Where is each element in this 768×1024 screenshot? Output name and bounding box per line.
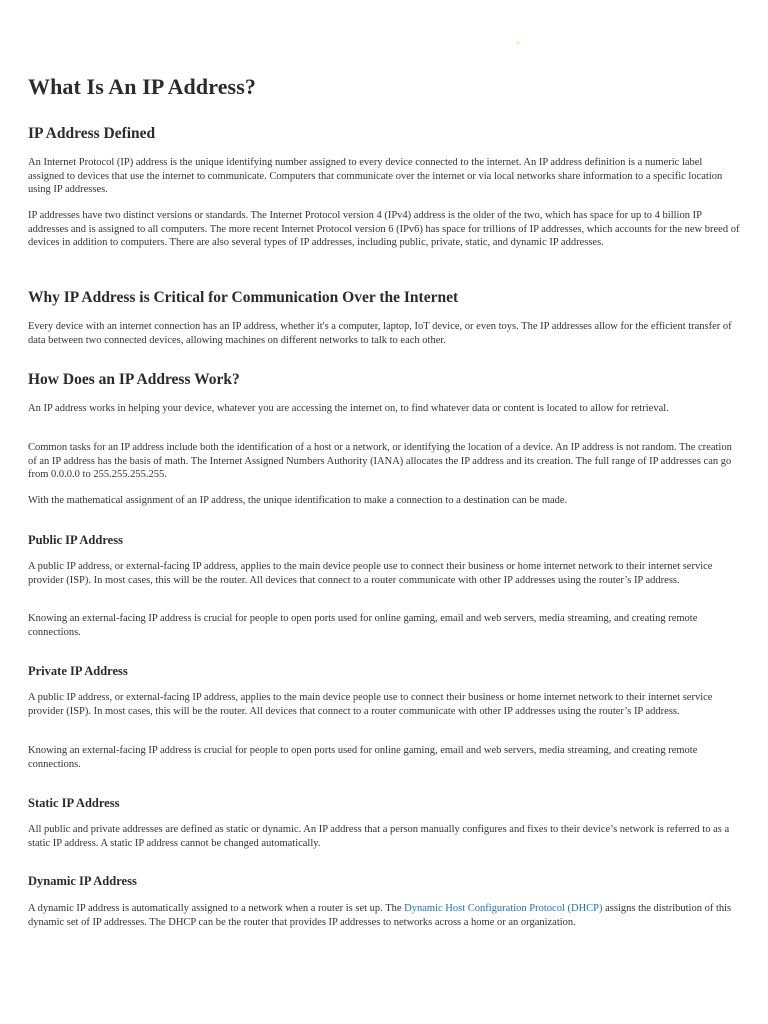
paragraph: Common tasks for an IP address include both the identification of a host or a network, or identifying the location of a device. An IP address is not random. The creation of an IP address has the basis of math. The Internet Assigned Numbers Authority (IANA) allocates the IP address and its creation. The full range of IP addresses can go from 0.0.0.0 to 255.255.255.255. bbox=[28, 442, 732, 481]
paragraph: With the mathematical assignment of an IP address, the unique identification to make a connection to a destination can be made. bbox=[28, 495, 568, 506]
heading-how-does-it-work: How Does an IP Address Work? bbox=[28, 371, 240, 388]
decorative-dot bbox=[516, 41, 520, 45]
page-title: What Is An IP Address? bbox=[28, 74, 256, 99]
text-span: assigns the distribution of this dynamic set of IP addresses. The DHCP can be the router that provides IP addresses to networks across a home or an organization. bbox=[28, 903, 732, 928]
heading-why-critical: Why IP Address is Critical for Communication Over the Internet bbox=[28, 289, 459, 306]
paragraph: An IP address works in helping your device, whatever you are accessing the internet on, to find whatever data or content is located to allow for retrieval. bbox=[28, 403, 669, 414]
paragraph bbox=[28, 902, 740, 929]
heading-private-ip: Private IP Address bbox=[28, 664, 128, 678]
paragraph: Knowing an external-facing IP address is crucial for people to open ports used for online gaming, email and web servers, media streaming, and creating remote connections. bbox=[28, 613, 698, 638]
heading-dynamic-ip: Dynamic IP Address bbox=[28, 874, 137, 888]
paragraph: An Internet Protocol (IP) address is the unique identifying number assigned to every device connected to the internet. An IP address definition is a numeric label assigned to devices that use the internet to communicate. Computers that communicate over the internet or via local networks share information to a specific location using IP addresses. bbox=[28, 157, 723, 196]
paragraph: All public and private addresses are defined as static or dynamic. An IP address that a person manually configures and fixes to their device’s network is referred to as a static IP address. A static IP address cannot be changed automatically. bbox=[28, 824, 730, 849]
heading-static-ip: Static IP Address bbox=[28, 796, 120, 810]
dhcp-link[interactable]: Dynamic Host Configuration Protocol (DHCP) bbox=[404, 903, 603, 914]
paragraph: Every device with an internet connection has an IP address, whether it's a computer, laptop, IoT device, or even toys. The IP addresses allow for the efficient transfer of data between two connected devices, allowing machines on different networks to talk to each other. bbox=[28, 321, 732, 346]
heading-public-ip: Public IP Address bbox=[28, 533, 123, 547]
text-span: A dynamic IP address is automatically assigned to a network when a router is set up. The bbox=[28, 903, 405, 914]
heading-ip-address-defined: IP Address Defined bbox=[28, 125, 156, 142]
paragraph: A public IP address, or external-facing IP address, applies to the main device people use to connect their business or home internet network to their internet service provider (ISP). In most cases, this will be the router. All devices that connect to a router communicate with other IP addresses using the router’s IP address. bbox=[28, 561, 713, 586]
paragraph: A public IP address, or external-facing IP address, applies to the main device people use to connect their business or home internet network to their internet service provider (ISP). In most cases, this will be the router. All devices that connect to a router communicate with other IP addresses using the router’s IP address. bbox=[28, 692, 713, 717]
paragraph: IP addresses have two distinct versions or standards. The Internet Protocol version 4 (IPv4) address is the older of the two, which has space for up to 4 billion IP addresses and is assigned to all computers. The more recent Internet Protocol version 6 (IPv6) has space for trillions of IP addresses, which accounts for the new breed of devices in addition to computers. There are also several types of IP addresses, including public, private, static, and dynamic IP addresses. bbox=[28, 210, 740, 249]
paragraph: Knowing an external-facing IP address is crucial for people to open ports used for online gaming, email and web servers, media streaming, and creating remote connections. bbox=[28, 745, 698, 770]
